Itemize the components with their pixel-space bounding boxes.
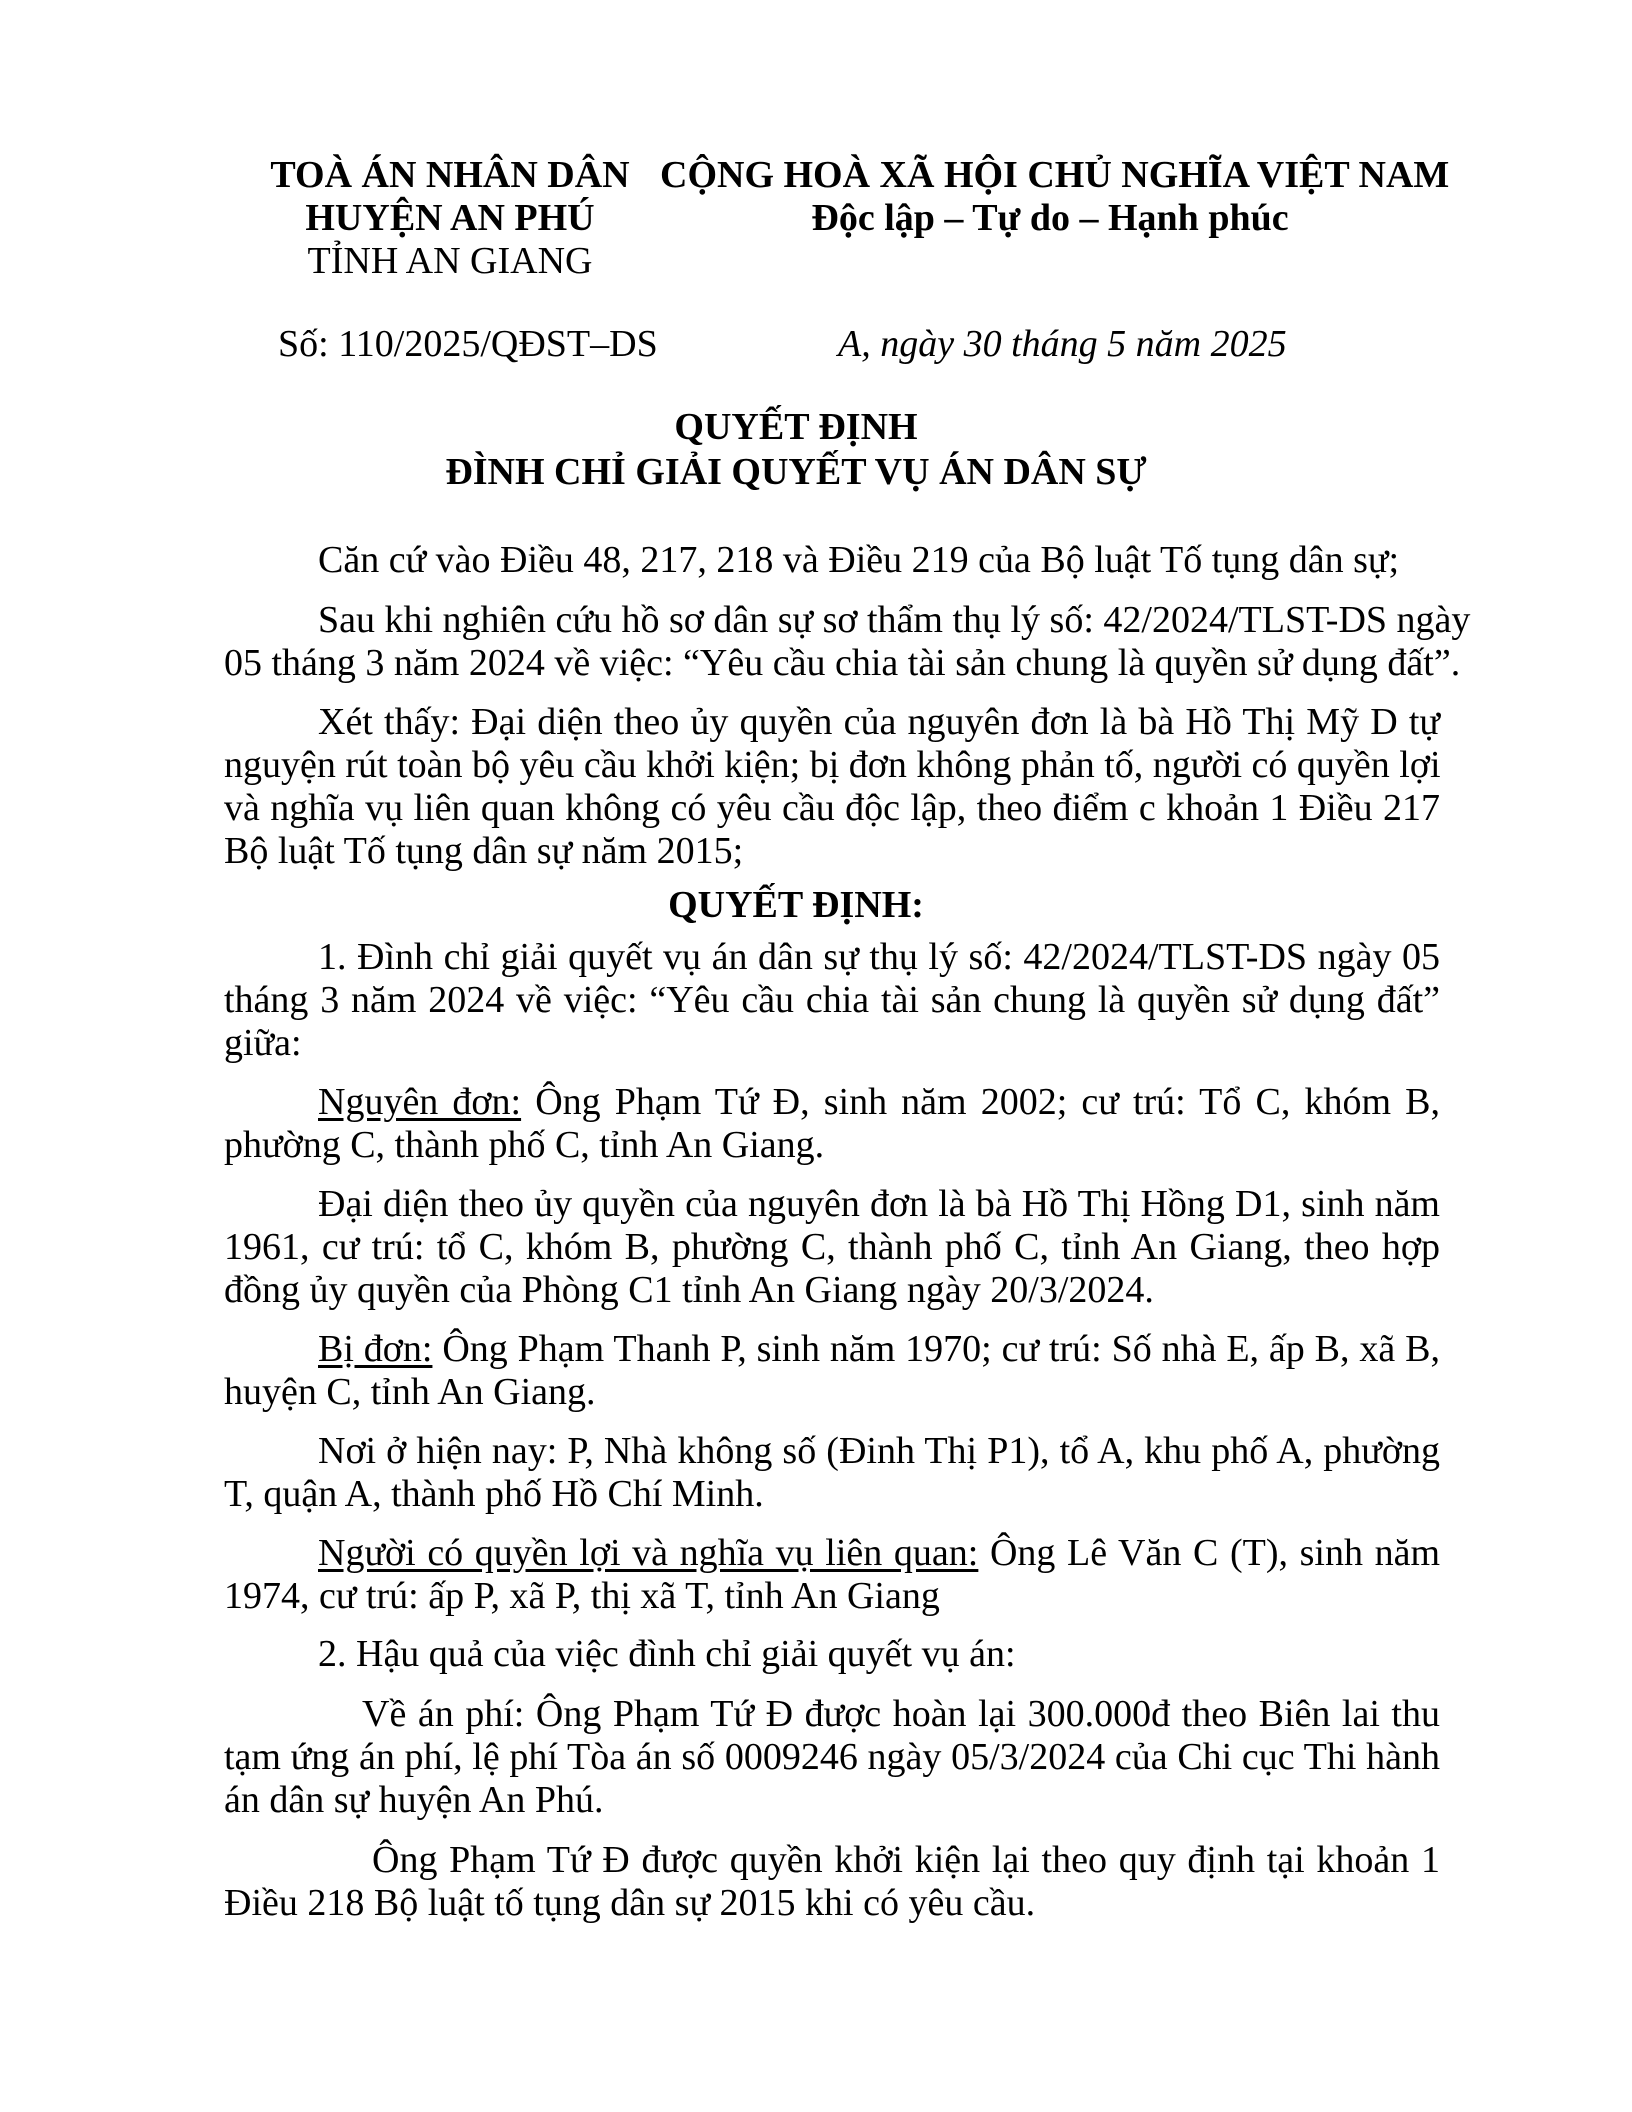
finding-line2: nguyện rút toàn bộ yêu cầu khởi kiện; bị đơn không phản tố, người có quyền lợi	[224, 744, 1441, 786]
related-party-line1	[318, 1531, 1440, 1575]
finding-line1: Xét thấy: Đại diện theo ủy quyền của nguyên đơn là bà Hồ Thị Mỹ D tự	[318, 701, 1440, 743]
plaintiff-detail: Ông Phạm Tứ Đ, sinh năm 2002; cư trú: Tổ C, khóm B,	[521, 1081, 1440, 1123]
decision1-line1: 1. Đình chỉ giải quyết vụ án dân sự thụ lý số: 42/2024/TLST-DS ngày 05	[318, 936, 1440, 978]
document-title: QUYẾT ĐỊNH	[674, 406, 918, 448]
fee-line2: tạm ứng án phí, lệ phí Tòa án số 0009246 ngày 05/3/2024 của Chi cục Thi hành	[224, 1736, 1440, 1778]
legal-basis: Căn cứ vào Điều 48, 217, 218 và Điều 219 của Bộ luật Tố tụng dân sự;	[318, 539, 1400, 581]
court-name-line2: HUYỆN AN PHÚ	[305, 197, 595, 239]
study-line1: Sau khi nghiên cứu hồ sơ dân sự sơ thẩm thụ lý số: 42/2024/TLST-DS ngày	[318, 599, 1471, 641]
residence-line1: Nơi ở hiện nay: P, Nhà không số (Đinh Thị P1), tổ A, khu phố A, phường	[318, 1430, 1440, 1472]
plaintiff-label: Nguyên đơn:	[318, 1081, 522, 1123]
residence-line2: T, quận A, thành phố Hồ Chí Minh.	[224, 1473, 764, 1515]
related-party-line2: 1974, cư trú: ấp P, xã P, thị xã T, tỉnh An Giang	[224, 1575, 940, 1617]
plaintiff-line1	[318, 1080, 1440, 1124]
defendant-line2: huyện C, tỉnh An Giang.	[224, 1371, 596, 1413]
defendant-line1	[318, 1327, 1440, 1371]
representative-line2: 1961, cư trú: tổ C, khóm B, phường C, thành phố C, tỉnh An Giang, theo hợp	[224, 1226, 1440, 1268]
finding-line3: và nghĩa vụ liên quan không có yêu cầu độc lập, theo điểm c khoản 1 Điều 217	[224, 787, 1440, 829]
decision1-line2: tháng 3 năm 2024 về việc: “Yêu cầu chia tài sản chung là quyền sử dụng đất”	[224, 979, 1440, 1021]
study-line2: 05 tháng 3 năm 2024 về việc: “Yêu cầu chia tài sản chung là quyền sử dụng đất”.	[224, 642, 1461, 684]
decision2-heading: 2. Hậu quả của việc đình chỉ giải quyết vụ án:	[318, 1633, 1016, 1675]
court-name-line1: TOÀ ÁN NHÂN DÂN	[270, 154, 630, 196]
document-subtitle: ĐÌNH CHỈ GIẢI QUYẾT VỤ ÁN DÂN SỰ	[445, 451, 1147, 493]
finding-line4: Bộ luật Tố tụng dân sự năm 2015;	[224, 830, 744, 872]
fee-line3: án dân sự huyện An Phú.	[224, 1779, 604, 1821]
defendant-detail: Ông Phạm Thanh P, sinh năm 1970; cư trú: Số nhà E, ấp B, xã B,	[432, 1328, 1440, 1370]
document-number: Số: 110/2025/QĐST–DS	[278, 323, 658, 365]
nation-motto: Độc lập – Tự do – Hạnh phúc	[811, 197, 1289, 239]
representative-line3: đồng ủy quyền của Phòng C1 tỉnh An Giang ngày 20/3/2024.	[224, 1269, 1154, 1311]
document-date: A, ngày 30 tháng 5 năm 2025	[838, 323, 1287, 365]
nation-name: CỘNG HOÀ XÃ HỘI CHỦ NGHĨA VIỆT NAM	[660, 154, 1450, 196]
related-party-detail: Ông Lê Văn C (T), sinh năm	[978, 1532, 1441, 1574]
refile-line2: Điều 218 Bộ luật tố tụng dân sự 2015 khi có yêu cầu.	[224, 1882, 1036, 1924]
decision-heading: QUYẾT ĐỊNH:	[668, 884, 924, 926]
defendant-label: Bị đơn:	[318, 1328, 433, 1370]
fee-line1: Về án phí: Ông Phạm Tứ Đ được hoàn lại 300.000đ theo Biên lai thu	[362, 1693, 1440, 1735]
plaintiff-line2: phường C, thành phố C, tỉnh An Giang.	[224, 1124, 825, 1166]
refile-line1: Ông Phạm Tứ Đ được quyền khởi kiện lại theo quy định tại khoản 1	[372, 1839, 1440, 1881]
court-name-line3: TỈNH AN GIANG	[307, 240, 593, 282]
representative-line1: Đại diện theo ủy quyền của nguyên đơn là bà Hồ Thị Hồng D1, sinh năm	[318, 1183, 1440, 1225]
decision1-line3: giữa:	[224, 1022, 302, 1064]
related-party-label: Người có quyền lợi và nghĩa vụ liên quan:	[318, 1532, 979, 1574]
